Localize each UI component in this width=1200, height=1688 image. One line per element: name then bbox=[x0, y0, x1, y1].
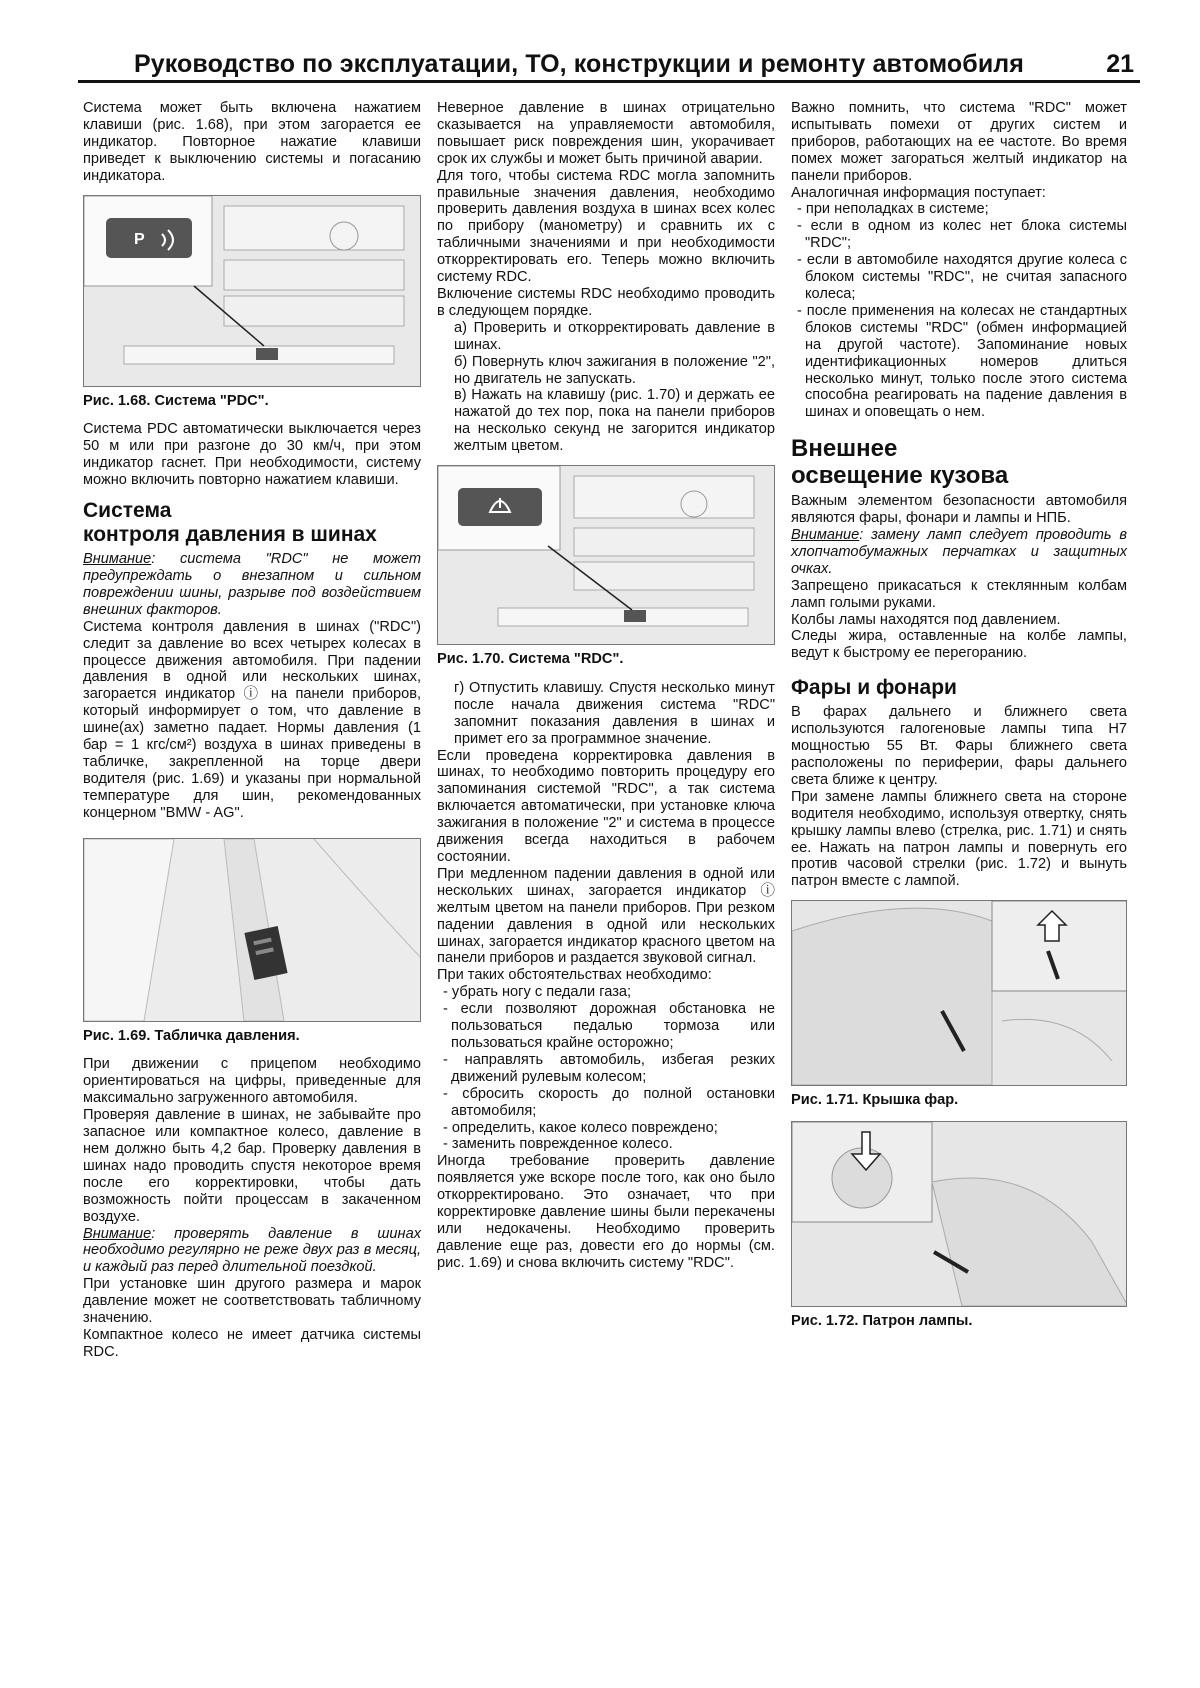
heading-line: Внешнее bbox=[791, 435, 898, 463]
figure-1-69 bbox=[83, 838, 421, 1022]
warning-text: : система "RDC" не может предупреждать о внезапном и сильном повреждении шины, разрывe под воздействием внешних факторов. bbox=[83, 551, 421, 618]
paragraph: Для того, чтобы система RDC могла запомнить правильные значения давления, необходимо проверить давления воздуха в шинах всех колес по прибору (манометру) и сравнить их с табличными значениями и при необходимости откорректировать его. Теперь можно включить систему RDC. bbox=[437, 167, 775, 286]
heading-line: освещение кузова bbox=[791, 462, 1009, 490]
paragraph: Иногда требование проверить давление появляется уже вскоре после того, как оно было откорректировано. Это означает, что при корректировке давление шины были перекачены или недокачены. Необходимо проверить давление еще раз, довести его до нормы (см. рис. 1.69) и снова включить систему "RDC". bbox=[437, 1153, 775, 1271]
step-item: в) Нажать на клавишу (рис. 1.70) и держать ее нажатой до тех пор, пока на панели приборов на несколько секунд не загорится индикатор желтым цветом. bbox=[454, 387, 775, 455]
paragraph: Следы жира, оставленные на колбе лампы, ведут к быстрому ее перегоранию. bbox=[791, 628, 1127, 662]
list-item: - если позволяют дорожная обстановка не пользоваться педалью тормоза или пользоваться крайне осторожно; bbox=[443, 1001, 775, 1051]
paragraph: При медленном падении давления в одной или нескольких шинах, загорается индикатор ⓘ желтым цветом на панели приборов. При резком падении давления в одной или нескольких шинах, загорается индикатор красного цветом на панели приборов и раздается звуковой сигнал. bbox=[437, 865, 775, 967]
paragraph: Аналогичная информация поступает: bbox=[791, 184, 1046, 201]
page-header-title: Руководство по эксплуатации, ТО, конструкции и ремонту автомобиля bbox=[134, 50, 1024, 78]
figure-1-68 bbox=[83, 195, 421, 387]
step-item: а) Проверить и откорректировать давление в шинах. bbox=[454, 319, 775, 353]
warning-note bbox=[791, 527, 1127, 578]
warning-text: : замену ламп следует проводить в хлопчатобумажных перчатках и защитных очках. bbox=[791, 527, 1127, 577]
list-item: - заменить поврежденное колесо. bbox=[443, 1136, 673, 1153]
paragraph: При установке шин другого размера и марок давление может не соответствовать табличному значению. bbox=[83, 1276, 421, 1327]
warning-label: Внимание bbox=[791, 527, 860, 544]
page-number: 21 bbox=[1106, 50, 1134, 78]
list-item: - если в автомобиле находятся другие колеса с блоком системы "RDC", не считая запасного колеса; bbox=[797, 252, 1127, 302]
step-item: б) Повернуть ключ зажигания в положение "2", но двигатель не запускать. bbox=[454, 353, 775, 387]
paragraph: Неверное давление в шинах отрицательно сказывается на управляемости автомобиля, повышает риск повреждения шин, укорачивает срок их службы и может быть причиной аварии. bbox=[437, 100, 775, 167]
figure-1-71 bbox=[791, 900, 1127, 1086]
page-header bbox=[78, 48, 1140, 82]
lamp-socket-illustration bbox=[792, 1122, 1127, 1306]
rdc-console-illustration bbox=[438, 466, 775, 644]
paragraph: Если проведена корректировка давления в шинах, то необходимо повторить процедуру его запоминания системой "RDC", а так система включается автоматически, при установке ключа зажигания в положение "2" и система в процессе движения всегда находиться в рабочем состоянии. bbox=[437, 747, 775, 865]
paragraph: При таких обстоятельствах необходимо: bbox=[437, 967, 712, 984]
section-heading bbox=[791, 435, 1127, 489]
figure-caption: Рис. 1.68. Система "PDC". bbox=[83, 392, 269, 409]
figure-caption: Рис. 1.70. Система "RDC". bbox=[437, 651, 624, 668]
paragraph: В фарах дальнего и ближнего света используются галогеновые лампы типа H7 мощностью 55 Вт. Фары ближнего света расположены по периферии, фары дальнего света ближе к центру. bbox=[791, 704, 1127, 788]
column-1 bbox=[83, 100, 421, 1361]
warning-note bbox=[83, 1226, 421, 1277]
list-item: - при неполадках в системе; bbox=[797, 201, 989, 218]
figure-caption: Рис. 1.71. Крышка фар. bbox=[791, 1092, 959, 1109]
list-item: - после применения на колесах не стандартных блоков системы "RDC" (обмен информацией на другой частоте). Запоминание новых идентификационных номеров длиться несколько минут, только после этого система способна реагировать на падение давления в шинах и оповещать о нем. bbox=[797, 302, 1127, 421]
warning-note bbox=[83, 551, 421, 619]
paragraph: Колбы ламы находятся под давлением. bbox=[791, 611, 1061, 628]
figure-caption: Рис. 1.69. Табличка давления. bbox=[83, 1027, 300, 1044]
list-item: - убрать ногу с педали газа; bbox=[443, 984, 632, 1001]
figure-caption: Рис. 1.72. Патрон лампы. bbox=[791, 1313, 973, 1330]
paragraph: Запрещено прикасаться к стеклянным колбам ламп голыми руками. bbox=[791, 577, 1127, 611]
column-2 bbox=[437, 100, 775, 1272]
paragraph: Проверяя давление в шинах, не забывайте про запасное или компактное колесо, давление в нем должно быть 4,2 бар. Проверку давления в шинах надо проводить спустя некоторое время после его корректировки, чтобы дать возможность пойти процессам в закаченном воздухе. bbox=[83, 1107, 421, 1225]
paragraph: Система может быть включена нажатием клавиши (рис. 1.68), при этом загорается ее индикатор. Повторное нажатие клавиши приведет к выключению системы и погасанию индикатора. bbox=[83, 100, 421, 184]
list-item: - если в одном из колес нет блока системы "RDC"; bbox=[797, 218, 1127, 252]
paragraph: Включение системы RDC необходимо проводить в следующем порядке. bbox=[437, 285, 775, 319]
pdc-button-label: P bbox=[134, 230, 145, 248]
figure-1-70 bbox=[437, 465, 775, 645]
warning-text: : проверять давление в шинах необходимо регулярно не реже двух раз в месяц, и каждый раз перед длительной поездкой. bbox=[83, 1225, 421, 1276]
door-pressure-label-illustration bbox=[84, 839, 421, 1021]
paragraph: При движении с прицепом необходимо ориентироваться на цифры, приведенные для максимально загруженного автомобиля. bbox=[83, 1056, 421, 1107]
paragraph: Система PDC автоматически выключается через 50 м или при разгоне до 30 км/ч, при этом индикатор гаснет. При необходимости, систему можно включить повторно нажатием клавиши. bbox=[83, 421, 421, 489]
paragraph: Система контроля давления в шинах ("RDC") следит за давление во всех четырех колесах в процессе движения автомобиля. При падении давления в одной или нескольких шинах, загорается индикатор ⓘ на панели приборов, который информирует о том, что давление в шине(ах) заметно падает. Нормы давления (1 бар = 1 кгс/см²) воздуха в шинах приведены в табличке, закрепленной на торце двери водителя (рис. 1.69) и указаны при нормальной температуре для шин, рекомендованных концерном "BMW - AG". bbox=[83, 618, 421, 821]
paragraph: Компактное колесо не имеет датчика системы RDC. bbox=[83, 1326, 421, 1360]
figure-1-72 bbox=[791, 1121, 1127, 1307]
section-heading bbox=[83, 499, 421, 547]
paragraph: Важно помнить, что система "RDC" может испытывать помехи от других систем и приборов, работающих на ее частоте. Во время помех может загораться желтый индикатор на панели приборов. bbox=[791, 100, 1127, 184]
heading-line: Система bbox=[83, 499, 172, 523]
column-3 bbox=[791, 100, 1127, 1342]
list-item: - направлять автомобиль, избегая резких движений рулевым колесом; bbox=[443, 1051, 775, 1085]
pdc-console-illustration bbox=[84, 196, 421, 386]
heading-line: контроля давления в шинах bbox=[83, 523, 377, 547]
paragraph: Важным элементом безопасности автомобиля являются фары, фонари и лампы и НПБ. bbox=[791, 493, 1127, 527]
list-item: - определить, какое колесо повреждено; bbox=[443, 1119, 718, 1136]
warning-label: Внимание bbox=[83, 551, 152, 568]
headlight-cover-illustration bbox=[792, 901, 1127, 1085]
subsection-heading: Фары и фонари bbox=[791, 676, 957, 700]
list-item: - сбросить скорость до полной остановки автомобиля; bbox=[443, 1085, 775, 1119]
header-rule bbox=[78, 80, 1140, 83]
paragraph: При замене лампы ближнего света на стороне водителя необходимо, используя отвертку, снять крышку лампы влево (стрелка, рис. 1.71) и снять ее. Нажать на патрон лампы и повернуть его против часовой стрелки (рис. 1.72) и вынуть патрон вместе с лампой. bbox=[791, 788, 1127, 890]
warning-label: Внимание bbox=[83, 1225, 152, 1242]
step-item: г) Отпустить клавишу. Спустя несколько минут после начала движения система "RDC" запомнит показания давления в шинах и примет его за программное значение. bbox=[454, 679, 775, 747]
